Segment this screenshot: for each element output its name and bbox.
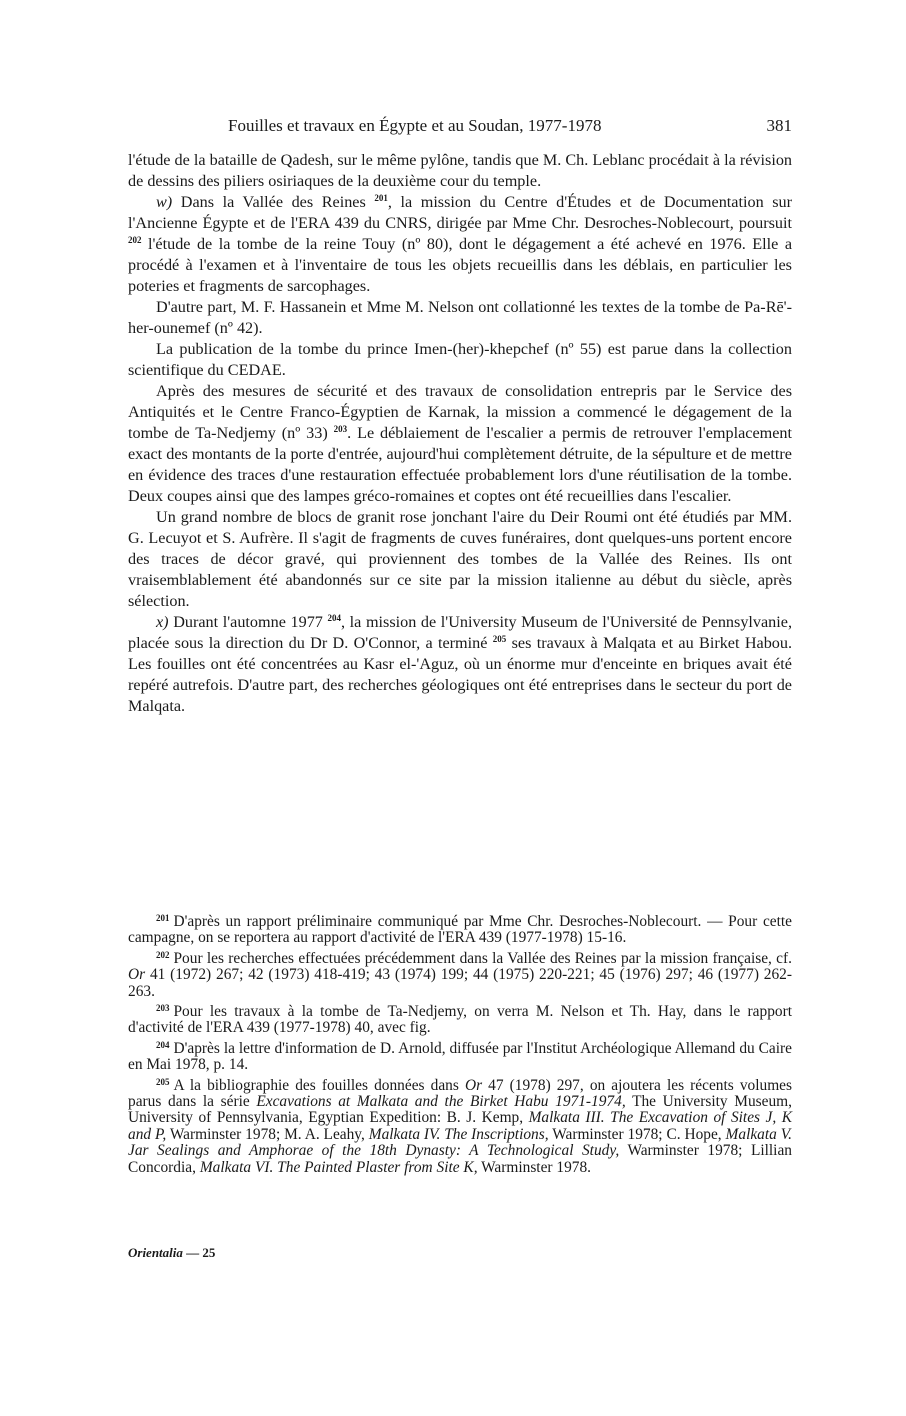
footnote-203: $^{203}$ Pour les travaux à la tombe de Ta-Nedjemy, on verra M. Nelson et Th. Hay, dans le rapport d'activité de l'ERA 439 (1977-1978) 40, avec fig. (128, 1003, 792, 1037)
section-label-w: w) (156, 193, 173, 211)
footnote-number: 205 (156, 1076, 170, 1087)
footnote-number: 202 (156, 949, 170, 960)
footnote-ref-202[interactable]: 202 (128, 235, 142, 245)
footnote-204: $^{204}$ D'après la lettre d'information de D. Arnold, diffusée par l'Institut Archéologique Allemand du Caire en Mai 1978, p. 14. (128, 1039, 792, 1074)
footnote-number: 201 (156, 913, 170, 923)
signature-dash: — (186, 1245, 200, 1260)
page-number: 381 (766, 116, 792, 135)
paragraph-5: Après des mesures de sécurité et des travaux de consolidation entrepris par le Service des Antiquités et le Centre Franco-Égyptien de Karnak, la mission a commencé le dégagement de la tombe de Ta-Nedjemy (nº 33) $^{203}$. Le déblaiement de l'escalier a permis de retrouver l'emplacement exact des montants de la porte d'entrée, aujourd'hui complètement détruite, de la sépulture et de mettre en évidence des traces d'une restauration effectuée probablement lors d'une réutilisation de la tombe. Deux coupes ainsi que des lampes gréco-romaines et coptes ont été recueillies dans l'escalier. (128, 382, 792, 505)
signature-journal: Orientalia (128, 1245, 183, 1260)
footnote-number: 204 (156, 1039, 170, 1050)
paragraph-6: Un grand nombre de blocs de granit rose jonchant l'aire du Deir Roumi ont été étudiés par MM. G. Lecuyot et S. Aufrère. Il s'agit de fragments de cuves funéraires, dont quelques-uns portent encore des traces de décor gravé, qui proviennent des tombes de la Vallée des Reines. Ils ont vraisemblablement été abandonnés sur ce site par la mission italienne au début du siècle, après sélection. (128, 508, 792, 610)
footnotes (128, 910, 792, 1176)
paragraph-1: l'étude de la bataille de Qadesh, sur le même pylône, tandis que M. Ch. Leblanc procédait à la révision de dessins des piliers osiriaques de la deuxième cour du temple. (128, 151, 792, 190)
paragraph-4: La publication de la tombe du prince Imen-(her)-khepchef (nº 55) est parue dans la collection scientifique du CEDAE. (128, 340, 792, 379)
footnote-ref-201[interactable]: 201 (374, 193, 388, 203)
paragraph-2: w) Dans la Vallée des Reines $^{201}$, la mission du Centre d'Études et de Documentation sur l'Ancienne Égypte et de l'ERA 439 du CNRS, dirigée par Mme Chr. Desroches-Noblecourt, poursuit $^{202}$ l'étude de la tombe de la reine Touy (nº 80), dont le dégagement a été achevé en 1976. Elle a procédé à l'examen et à l'inventaire de tous les objets recueillis dans les déblais, en particulier les poteries et fragments de sarcophages. (128, 193, 793, 295)
running-head (128, 116, 792, 140)
running-title: Fouilles et travaux en Égypte et au Soudan, 1977-1978 (228, 116, 602, 135)
footnote-ref-204[interactable]: 204 (327, 613, 341, 623)
footnote-number: 203 (156, 1003, 170, 1014)
footnote-ref-203[interactable]: 203 (333, 424, 348, 434)
section-label-x: x) (156, 613, 169, 631)
footnote-201: $^{201}$ D'après un rapport préliminaire communiqué par Mme Chr. Desroches-Noblecourt. — Pour cette campagne, on se reportera au rapport d'activité de l'ERA 439 (1977-1978) 15-16. (128, 913, 792, 947)
body-text (128, 150, 792, 717)
signature-sheet: 25 (202, 1245, 216, 1260)
footnote-ref-205[interactable]: 205 (492, 634, 507, 644)
paragraph-7: x) Durant l'automne 1977 $^{204}$, la mission de l'University Museum de l'Université de Pennsylvanie, placée sous la direction du Dr D. O'Connor, a terminé $^{205}$ ses travaux à Malqata et au Birket Habou. Les fouilles ont été concentrées au Kasr el-'Aguz, où un énorme mur d'enceinte en briques avait été repéré autrefois. D'autre part, des recherches géologiques ont été entreprises dans le secteur du port de Malqata. (128, 613, 793, 715)
footnote-202: $^{202}$ Pour les recherches effectuées précédemment dans la Vallée des Reines par la mission française, cf. Or 41 (1972) 267; 42 (1973) 418-419; 43 (1974) 199; 44 (1975) 220-221; 45 (1976) 297; 46 (1977) 262-263. (128, 949, 792, 1000)
footnote-205: $^{205}$ A la bibliographie des fouilles données dans Or 47 (1978) 297, on ajoutera les récents volumes parus dans la série Excavations at Malkata and the Birket Habu 1971-1974, The University Museum, University of Pennsylvania, Egyptian Expedition: B. J. Kemp, Malkata III. The Excavation of Sites J, K and P, Warminster 1978; M. A. Leahy, Malkata IV. The Inscriptions, Warminster 1978; C. Hope, Malkata V. Jar Sealings and Amphorae of the 18th Dynasty: A Technological Study, Warminster 1978; Lillian Concordia, Malkata VI. The Painted Plaster from Site K, Warminster 1978. (128, 1076, 792, 1176)
signature-mark (128, 1245, 215, 1261)
paragraph-3: D'autre part, M. F. Hassanein et Mme M. Nelson ont collationné les textes de la tombe de Pa-Rē'-her-ounemef (nº 42). (128, 298, 792, 337)
